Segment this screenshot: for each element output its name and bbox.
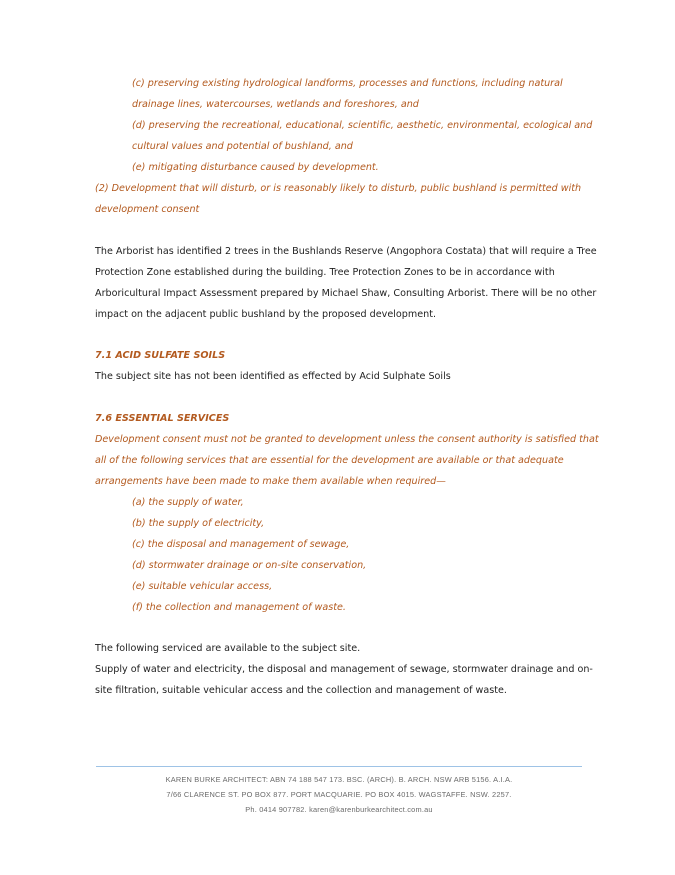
bushland-clause-2: (2) Development that will disturb, or is reasonably likely to disturb, public bushland is permitted with bbox=[95, 183, 582, 194]
service-item-electricity: (b) the supply of electricity, bbox=[132, 518, 265, 529]
service-item-sewage: (c) the disposal and management of sewage, bbox=[132, 539, 350, 550]
service-item-waste: (f) the collection and management of waste. bbox=[132, 602, 346, 613]
service-item-water: (a) the supply of water, bbox=[132, 497, 244, 508]
bushland-clause-d: (d) preserving the recreational, educational, scientific, aesthetic, environmental, ecological and bbox=[132, 120, 593, 131]
arborist-text-line: impact on the adjacent public bushland by the proposed development. bbox=[95, 309, 437, 320]
acid-sulfate-text: The subject site has not been identified as effected by Acid Sulphate Soils bbox=[95, 371, 451, 382]
footer-line-2: 7/66 CLARENCE ST. PO BOX 877. PORT MACQUARIE. PO BOX 4015. WAGSTAFFE. NSW. 2257. bbox=[166, 790, 512, 799]
arborist-text-line: Protection Zone established during the building. Tree Protection Zones to be in accordance with bbox=[95, 267, 555, 278]
footer-line-1: KAREN BURKE ARCHITECT: ABN 74 188 547 173. BSC. (ARCH). B. ARCH. NSW ARB 5156. A.I.A. bbox=[165, 775, 513, 784]
essential-services-clause: Development consent must not be granted to development unless the consent authority is satisfied that bbox=[95, 434, 599, 445]
bushland-clause-c: (c) preserving existing hydrological landforms, processes and functions, including natural bbox=[132, 78, 563, 89]
arborist-text-line: Arboricultural Impact Assessment prepared by Michael Shaw, Consulting Arborist. There will be no other bbox=[95, 288, 597, 299]
footer-line-3: Ph. 0414 907782. karen@karenburkearchitect.com.au bbox=[245, 805, 433, 814]
service-item-stormwater: (d) stormwater drainage or on-site conservation, bbox=[132, 560, 367, 571]
bushland-clause-e: (e) mitigating disturbance caused by development. bbox=[132, 162, 379, 173]
service-item-access: (e) suitable vehicular access, bbox=[132, 581, 273, 592]
essential-services-heading: 7.6 ESSENTIAL SERVICES bbox=[95, 413, 230, 424]
footer-divider bbox=[96, 766, 582, 767]
bushland-clause-c-cont: drainage lines, watercourses, wetlands and foreshores, and bbox=[132, 99, 419, 110]
bushland-clause-d-cont: cultural values and potential of bushland, and bbox=[132, 141, 353, 152]
essential-services-clause: all of the following services that are essential for the development are available or that adequate bbox=[95, 455, 564, 466]
services-available-text: The following serviced are available to the subject site. bbox=[95, 643, 361, 654]
services-available-text: site filtration, suitable vehicular access and the collection and management of waste. bbox=[95, 685, 507, 696]
services-available-text: Supply of water and electricity, the disposal and management of sewage, stormwater drainage and on- bbox=[95, 664, 593, 675]
essential-services-clause: arrangements have been made to make them available when required— bbox=[95, 476, 446, 487]
bushland-clause-2-cont: development consent bbox=[95, 204, 200, 215]
acid-sulfate-heading: 7.1 ACID SULFATE SOILS bbox=[95, 350, 226, 361]
arborist-text-line: The Arborist has identified 2 trees in the Bushlands Reserve (Angophora Costata) that will require a Tree bbox=[95, 246, 597, 257]
